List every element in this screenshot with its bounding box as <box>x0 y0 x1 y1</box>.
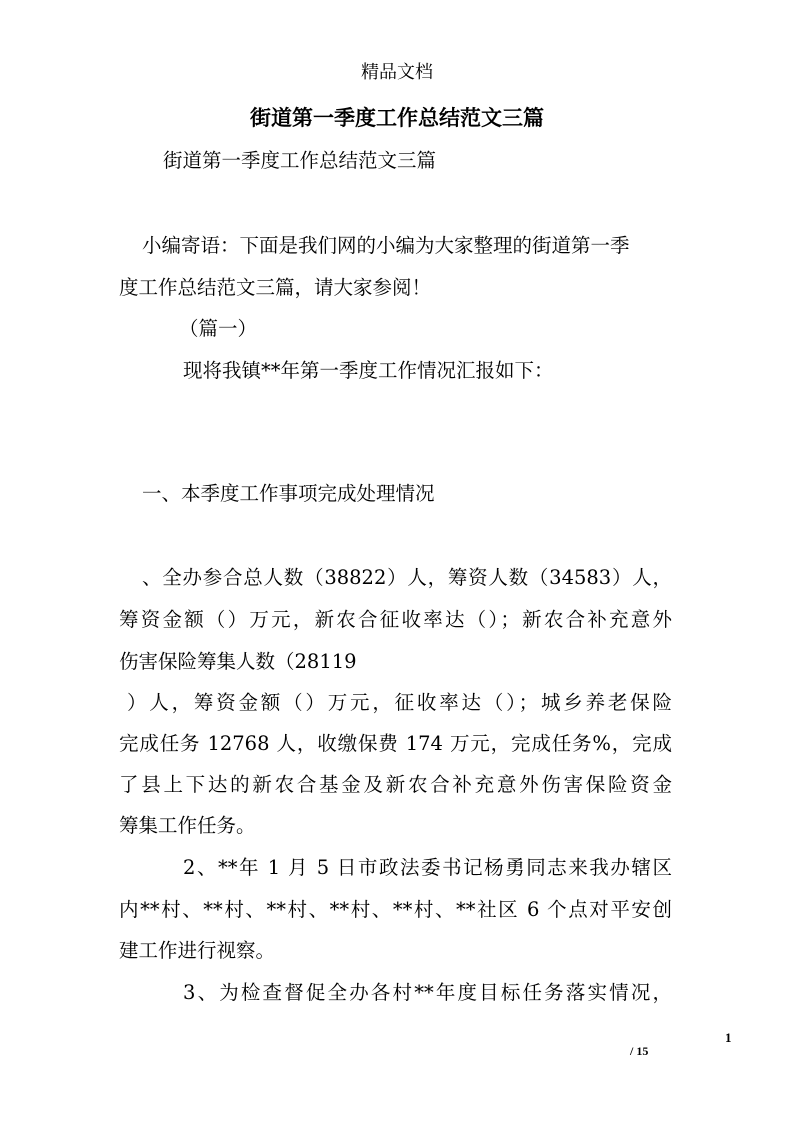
report-intro: 现将我镇**年第一季度工作情况汇报如下： <box>183 359 554 382</box>
document-title: 街道第一季度工作总结范文三篇 <box>250 105 544 130</box>
intro-paragraph-line-1: 小编寄语：下面是我们网的小编为大家整理的街道第一季 <box>142 234 630 257</box>
item1-line-6: 了县上下达的新农合基金及新农合补充意外伤害保险资金 <box>119 773 672 796</box>
item1-line-7: 筹集工作任务。 <box>119 814 256 837</box>
intro-paragraph-line-2: 度工作总结范文三篇，请大家参阅！ <box>119 276 432 299</box>
item2-line-2: 内**村、**村、**村、**村、**村、**社区 6 个点对平安创 <box>119 898 672 921</box>
item3-line-1: 3、为检查督促全办各村**年度目标任务落实情况， <box>183 981 672 1004</box>
section-heading: 一、本季度工作事项完成处理情况 <box>142 482 435 505</box>
item2-line-1: 2、**年 1 月 5 日市政法委书记杨勇同志来我办辖区 <box>183 856 672 879</box>
item1-line-5: 完成任务 12768 人，收缴保费 174 万元，完成任务%，完成 <box>119 732 672 755</box>
footer-page-total: / 15 <box>630 1044 649 1058</box>
item1-line-3: 伤害保险筹集人数（28119 <box>119 650 357 673</box>
header-label: 精品文档 <box>361 62 433 83</box>
item1-line-4: ）人，筹资金额（）万元，征收率达（）；城乡养老保险 <box>127 691 672 714</box>
item2-line-3: 建工作进行视察。 <box>119 939 276 962</box>
document-subtitle: 街道第一季度工作总结范文三篇 <box>163 149 437 172</box>
item1-line-2: 筹资金额（）万元，新农合征收率达（）；新农合补充意外 <box>119 608 672 631</box>
item1-line-1: 、全办参合总人数（38822）人，筹资人数（34583）人， <box>142 566 672 589</box>
part-label: （篇一） <box>179 317 258 340</box>
footer-page-number: 1 <box>725 1030 732 1045</box>
